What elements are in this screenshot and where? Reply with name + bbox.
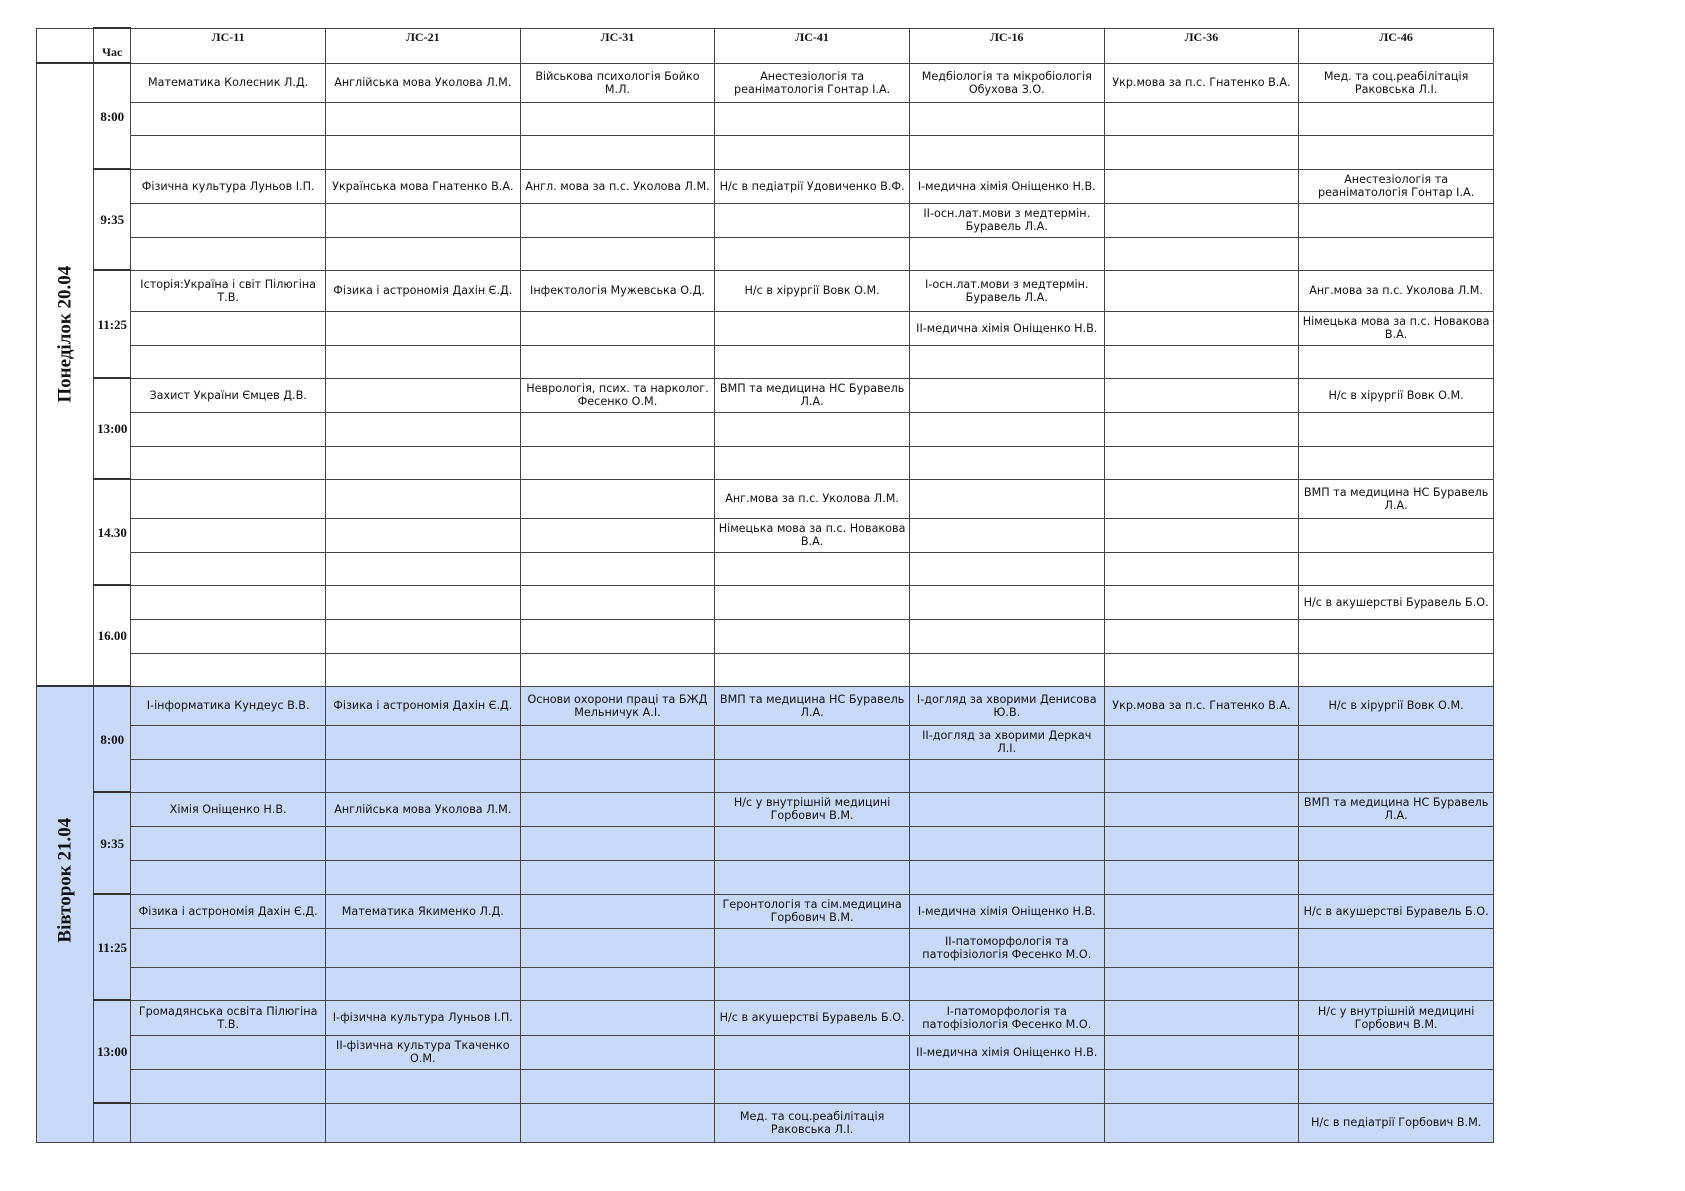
lesson-cell <box>909 446 1104 479</box>
lesson-cell <box>1299 345 1494 378</box>
time-cell: 8:00 <box>94 63 131 169</box>
lesson-cell <box>520 1035 715 1069</box>
lesson-cell <box>715 585 910 619</box>
group-header-ls36: ЛС-36 <box>1104 28 1299 63</box>
group-header-ls31: ЛС-31 <box>520 28 715 63</box>
lesson-cell <box>520 725 715 759</box>
lesson-cell <box>1299 619 1494 653</box>
lesson-cell <box>325 135 520 169</box>
lesson-cell <box>1299 552 1494 585</box>
lesson-cell <box>325 345 520 378</box>
table-row <box>37 446 1494 479</box>
group-header-ls41: ЛС-41 <box>715 28 910 63</box>
lesson-cell <box>1299 967 1494 1000</box>
lesson-cell <box>131 725 326 759</box>
lesson-cell <box>1299 1035 1494 1069</box>
time-cell: 13:00 <box>94 1000 131 1103</box>
table-row <box>37 1000 1494 1035</box>
lesson-cell <box>325 928 520 967</box>
lesson-cell <box>909 585 1104 619</box>
lesson-cell: Неврологія, псих. та нарколог. Фесенко О.М. <box>520 378 715 412</box>
lesson-cell <box>715 1035 910 1069</box>
table-row <box>37 345 1494 378</box>
lesson-cell <box>1299 1069 1494 1103</box>
lesson-cell: ІІ-фізична культура Ткаченко О.М. <box>325 1035 520 1069</box>
lesson-cell: Англійська мова Уколова Л.М. <box>325 63 520 102</box>
lesson-cell: ВМП та медицина НС Буравель Л.А. <box>1299 479 1494 518</box>
group-header-ls46: ЛС-46 <box>1299 28 1494 63</box>
lesson-cell <box>1104 725 1299 759</box>
lesson-cell <box>325 759 520 792</box>
lesson-cell: ІІ-медична хімія Оніщенко Н.В. <box>909 311 1104 345</box>
lesson-cell <box>1104 479 1299 518</box>
lesson-cell: Н/с в педіатрії Удовиченко В.Ф. <box>715 169 910 203</box>
group-header-ls11: ЛС-11 <box>131 28 326 63</box>
lesson-cell <box>131 1069 326 1103</box>
lesson-cell <box>715 446 910 479</box>
table-row <box>37 894 1494 928</box>
lesson-cell: Анг.мова за п.с. Уколова Л.М. <box>1299 270 1494 311</box>
lesson-cell <box>715 725 910 759</box>
table-row <box>37 686 1494 725</box>
lesson-cell <box>325 552 520 585</box>
lesson-cell: Н/с в хірургії Вовк О.М. <box>1299 378 1494 412</box>
lesson-cell <box>520 479 715 518</box>
lesson-cell <box>131 928 326 967</box>
lesson-cell <box>909 378 1104 412</box>
lesson-cell <box>715 135 910 169</box>
lesson-cell: Анестезіологія та реаніматологія Гонтар І.А. <box>715 63 910 102</box>
lesson-cell: Анг.мова за п.с. Уколова Л.М. <box>715 479 910 518</box>
lesson-cell <box>325 585 520 619</box>
lesson-cell: Мед. та соц.реабілітація Раковська Л.І. <box>715 1103 910 1142</box>
lesson-cell <box>909 967 1104 1000</box>
lesson-cell <box>325 619 520 653</box>
lesson-cell <box>1104 378 1299 412</box>
lesson-cell <box>1299 135 1494 169</box>
lesson-cell <box>325 967 520 1000</box>
schedule-table <box>36 27 1494 1143</box>
table-row <box>37 1069 1494 1103</box>
lesson-cell <box>520 412 715 446</box>
lesson-cell: Фізична культура Луньов І.П. <box>131 169 326 203</box>
time-cell: 11:25 <box>94 270 131 378</box>
table-row <box>37 585 1494 619</box>
lesson-cell <box>1104 653 1299 686</box>
lesson-cell <box>1104 311 1299 345</box>
lesson-cell <box>520 552 715 585</box>
lesson-cell: Математика Колесник Л.Д. <box>131 63 326 102</box>
lesson-cell <box>131 585 326 619</box>
group-header-ls21: ЛС-21 <box>325 28 520 63</box>
lesson-cell <box>715 412 910 446</box>
lesson-cell: І-фізична культура Луньов І.П. <box>325 1000 520 1035</box>
lesson-cell <box>1104 619 1299 653</box>
lesson-cell: Фізика і астрономія Дахін Є.Д. <box>131 894 326 928</box>
lesson-cell <box>1299 826 1494 860</box>
table-row <box>37 552 1494 585</box>
lesson-cell: Мед. та соц.реабілітація Раковська Л.І. <box>1299 63 1494 102</box>
lesson-cell: Хімія Оніщенко Н.В. <box>131 792 326 826</box>
lesson-cell <box>1299 102 1494 135</box>
day-label-cell <box>37 63 94 686</box>
lesson-cell <box>325 826 520 860</box>
lesson-cell <box>520 135 715 169</box>
lesson-cell: Н/с у внутрішній медицині Горбович В.М. <box>1299 1000 1494 1035</box>
lesson-cell <box>325 518 520 552</box>
lesson-cell: ІІ-медична хімія Оніщенко Н.В. <box>909 1035 1104 1069</box>
time-cell: 13:00 <box>94 378 131 479</box>
header-row <box>37 28 1494 63</box>
lesson-cell: І-догляд за хворими Денисова Ю.В. <box>909 686 1104 725</box>
lesson-cell <box>909 412 1104 446</box>
time-cell: 8:00 <box>94 686 131 792</box>
lesson-cell <box>131 1103 326 1142</box>
lesson-cell <box>1299 725 1494 759</box>
lesson-cell <box>520 311 715 345</box>
lesson-cell <box>131 412 326 446</box>
lesson-cell <box>715 237 910 270</box>
lesson-cell: Н/с в хірургії Вовк О.М. <box>1299 686 1494 725</box>
lesson-cell <box>1104 237 1299 270</box>
lesson-cell <box>325 378 520 412</box>
lesson-cell: ІІ-догляд за хворими Деркач Л.І. <box>909 725 1104 759</box>
time-cell: 11:25 <box>94 894 131 1000</box>
lesson-cell <box>131 102 326 135</box>
lesson-cell <box>520 967 715 1000</box>
lesson-cell: Анестезіологія та реаніматологія Гонтар І.А. <box>1299 169 1494 203</box>
lesson-cell <box>520 446 715 479</box>
lesson-cell <box>131 759 326 792</box>
corner-cell <box>37 28 94 63</box>
lesson-cell <box>131 967 326 1000</box>
lesson-cell <box>909 518 1104 552</box>
table-row <box>37 203 1494 237</box>
lesson-cell <box>715 311 910 345</box>
lesson-cell <box>1104 1035 1299 1069</box>
lesson-cell <box>909 345 1104 378</box>
lesson-cell <box>325 203 520 237</box>
lesson-cell <box>325 1103 520 1142</box>
lesson-cell <box>325 479 520 518</box>
day-label: Вівторок 21.04 <box>54 817 76 943</box>
lesson-cell <box>1299 759 1494 792</box>
lesson-cell <box>1299 446 1494 479</box>
lesson-cell <box>1104 552 1299 585</box>
lesson-cell <box>1299 412 1494 446</box>
lesson-cell <box>1104 518 1299 552</box>
lesson-cell: Укр.мова за п.с. Гнатенко В.А. <box>1104 686 1299 725</box>
lesson-cell <box>520 653 715 686</box>
lesson-cell: Математика Якименко Л.Д. <box>325 894 520 928</box>
table-row <box>37 653 1494 686</box>
time-cell: 9:35 <box>94 169 131 270</box>
lesson-cell <box>715 928 910 967</box>
lesson-cell <box>520 928 715 967</box>
lesson-cell <box>1299 653 1494 686</box>
lesson-cell <box>131 826 326 860</box>
lesson-cell <box>715 203 910 237</box>
lesson-cell <box>715 826 910 860</box>
lesson-cell <box>1104 826 1299 860</box>
lesson-cell <box>1299 237 1494 270</box>
lesson-cell <box>325 860 520 894</box>
lesson-cell <box>1104 203 1299 237</box>
lesson-cell <box>1104 135 1299 169</box>
lesson-cell <box>325 311 520 345</box>
table-row <box>37 826 1494 860</box>
lesson-cell <box>1104 1069 1299 1103</box>
lesson-cell <box>715 619 910 653</box>
lesson-cell: Н/с у внутрішній медицині Горбович В.М. <box>715 792 910 826</box>
lesson-cell <box>131 653 326 686</box>
lesson-cell <box>909 792 1104 826</box>
time-cell: 16.00 <box>94 585 131 686</box>
lesson-cell <box>131 237 326 270</box>
table-row <box>37 479 1494 518</box>
lesson-cell: Н/с в акушерстві Буравель Б.О. <box>1299 894 1494 928</box>
table-row <box>37 967 1494 1000</box>
table-row <box>37 63 1494 102</box>
table-row <box>37 759 1494 792</box>
lesson-cell <box>715 552 910 585</box>
lesson-cell <box>909 479 1104 518</box>
lesson-cell: Фізика і астрономія Дахін Є.Д. <box>325 686 520 725</box>
lesson-cell <box>1104 169 1299 203</box>
lesson-cell: Англ. мова за п.с. Уколова Л.М. <box>520 169 715 203</box>
lesson-cell: Захист України Ємцев Д.В. <box>131 378 326 412</box>
lesson-cell <box>1104 928 1299 967</box>
lesson-cell: ВМП та медицина НС Буравель Л.А. <box>1299 792 1494 826</box>
lesson-cell <box>715 1069 910 1103</box>
lesson-cell: Н/с в педіатрії Горбович В.М. <box>1299 1103 1494 1142</box>
time-header: Час <box>94 28 131 63</box>
table-row <box>37 270 1494 311</box>
lesson-cell <box>131 479 326 518</box>
lesson-cell: І-інформатика Кундеус В.В. <box>131 686 326 725</box>
lesson-cell <box>909 1103 1104 1142</box>
lesson-cell <box>1299 203 1494 237</box>
group-header-ls16: ЛС-16 <box>909 28 1104 63</box>
table-row <box>37 1103 1494 1142</box>
day-label: Понеділок 20.04 <box>54 265 76 403</box>
time-cell: 9:35 <box>94 792 131 894</box>
lesson-cell <box>520 894 715 928</box>
lesson-cell: ІІ-осн.лат.мови з медтермін. Буравель Л.А. <box>909 203 1104 237</box>
lesson-cell: Н/с в акушерстві Буравель Б.О. <box>715 1000 910 1035</box>
lesson-cell <box>909 619 1104 653</box>
table-row <box>37 860 1494 894</box>
lesson-cell <box>520 860 715 894</box>
table-row <box>37 169 1494 203</box>
lesson-cell <box>520 1000 715 1035</box>
lesson-cell <box>325 653 520 686</box>
lesson-cell <box>909 860 1104 894</box>
lesson-cell <box>131 619 326 653</box>
lesson-cell <box>1104 894 1299 928</box>
lesson-cell <box>715 653 910 686</box>
table-row <box>37 311 1494 345</box>
lesson-cell <box>325 446 520 479</box>
lesson-cell <box>131 860 326 894</box>
table-row <box>37 792 1494 826</box>
lesson-cell <box>1104 345 1299 378</box>
lesson-cell: Укр.мова за п.с. Гнатенко В.А. <box>1104 63 1299 102</box>
lesson-cell <box>1104 967 1299 1000</box>
lesson-cell <box>520 792 715 826</box>
lesson-cell: Історія:Україна і світ Пілюгіна Т.В. <box>131 270 326 311</box>
lesson-cell <box>131 552 326 585</box>
lesson-cell <box>1299 860 1494 894</box>
lesson-cell <box>1104 792 1299 826</box>
lesson-cell: Українська мова Гнатенко В.А. <box>325 169 520 203</box>
lesson-cell: Німецька мова за п.с. Новакова В.А. <box>715 518 910 552</box>
lesson-cell <box>909 135 1104 169</box>
lesson-cell <box>1104 102 1299 135</box>
lesson-cell <box>325 102 520 135</box>
lesson-cell <box>1299 928 1494 967</box>
table-row <box>37 412 1494 446</box>
lesson-cell <box>1104 759 1299 792</box>
lesson-cell <box>909 826 1104 860</box>
table-row <box>37 1035 1494 1069</box>
lesson-cell <box>131 135 326 169</box>
lesson-cell: І-осн.лат.мови з медтермін. Буравель Л.А. <box>909 270 1104 311</box>
lesson-cell <box>131 311 326 345</box>
lesson-cell <box>520 518 715 552</box>
lesson-cell <box>520 619 715 653</box>
table-row <box>37 378 1494 412</box>
time-cell <box>94 1103 131 1142</box>
lesson-cell: Н/с в хірургії Вовк О.М. <box>715 270 910 311</box>
lesson-cell <box>520 759 715 792</box>
lesson-cell <box>909 759 1104 792</box>
lesson-cell <box>909 653 1104 686</box>
lesson-cell <box>1104 270 1299 311</box>
lesson-cell: Військова психологія Бойко М.Л. <box>520 63 715 102</box>
lesson-cell <box>1104 1103 1299 1142</box>
table-row <box>37 102 1494 135</box>
lesson-cell: Інфектологія Мужевська О.Д. <box>520 270 715 311</box>
table-row <box>37 135 1494 169</box>
lesson-cell <box>131 345 326 378</box>
lesson-cell <box>1104 585 1299 619</box>
lesson-cell <box>325 237 520 270</box>
lesson-cell: ВМП та медицина НС Буравель Л.А. <box>715 686 910 725</box>
lesson-cell <box>715 759 910 792</box>
lesson-cell <box>1104 412 1299 446</box>
lesson-cell <box>715 102 910 135</box>
day-label-cell <box>37 686 94 1142</box>
lesson-cell <box>325 725 520 759</box>
lesson-cell <box>909 102 1104 135</box>
lesson-cell <box>1299 518 1494 552</box>
table-row <box>37 725 1494 759</box>
lesson-cell <box>715 345 910 378</box>
lesson-cell <box>520 102 715 135</box>
lesson-cell: ВМП та медицина НС Буравель Л.А. <box>715 378 910 412</box>
lesson-cell <box>520 826 715 860</box>
lesson-cell <box>520 585 715 619</box>
lesson-cell: ІІ-патоморфологія та патофізіологія Фесенко М.О. <box>909 928 1104 967</box>
lesson-cell <box>325 1069 520 1103</box>
lesson-cell <box>1104 1000 1299 1035</box>
lesson-cell: І-медична хімія Оніщенко Н.В. <box>909 169 1104 203</box>
lesson-cell <box>520 237 715 270</box>
lesson-cell <box>909 237 1104 270</box>
lesson-cell: Геронтологія та сім.медицина Горбович В.М. <box>715 894 910 928</box>
lesson-cell <box>715 967 910 1000</box>
lesson-cell <box>520 345 715 378</box>
lesson-cell <box>131 1035 326 1069</box>
lesson-cell: Основи охорони праці та БЖД Мельничук А.І. <box>520 686 715 725</box>
lesson-cell: Медбіологія та мікробіологія Обухова З.О. <box>909 63 1104 102</box>
lesson-cell: Громадянська освіта Пілюгіна Т.В. <box>131 1000 326 1035</box>
lesson-cell <box>520 1069 715 1103</box>
lesson-cell <box>1104 446 1299 479</box>
lesson-cell: Англійська мова Уколова Л.М. <box>325 792 520 826</box>
lesson-cell: Н/с в акушерстві Буравель Б.О. <box>1299 585 1494 619</box>
lesson-cell: Фізика і астрономія Дахін Є.Д. <box>325 270 520 311</box>
lesson-cell <box>131 518 326 552</box>
lesson-cell <box>520 203 715 237</box>
lesson-cell: І-патоморфологія та патофізіологія Фесенко М.О. <box>909 1000 1104 1035</box>
lesson-cell <box>909 552 1104 585</box>
lesson-cell: І-медична хімія Оніщенко Н.В. <box>909 894 1104 928</box>
lesson-cell <box>131 446 326 479</box>
lesson-cell <box>715 860 910 894</box>
lesson-cell <box>325 412 520 446</box>
table-row <box>37 619 1494 653</box>
table-row <box>37 518 1494 552</box>
table-row <box>37 928 1494 967</box>
time-cell: 14.30 <box>94 479 131 585</box>
table-row <box>37 237 1494 270</box>
lesson-cell: Німецька мова за п.с. Новакова В.А. <box>1299 311 1494 345</box>
lesson-cell <box>1104 860 1299 894</box>
lesson-cell <box>131 203 326 237</box>
schedule-body <box>37 28 1494 1142</box>
lesson-cell <box>520 1103 715 1142</box>
lesson-cell <box>909 1069 1104 1103</box>
